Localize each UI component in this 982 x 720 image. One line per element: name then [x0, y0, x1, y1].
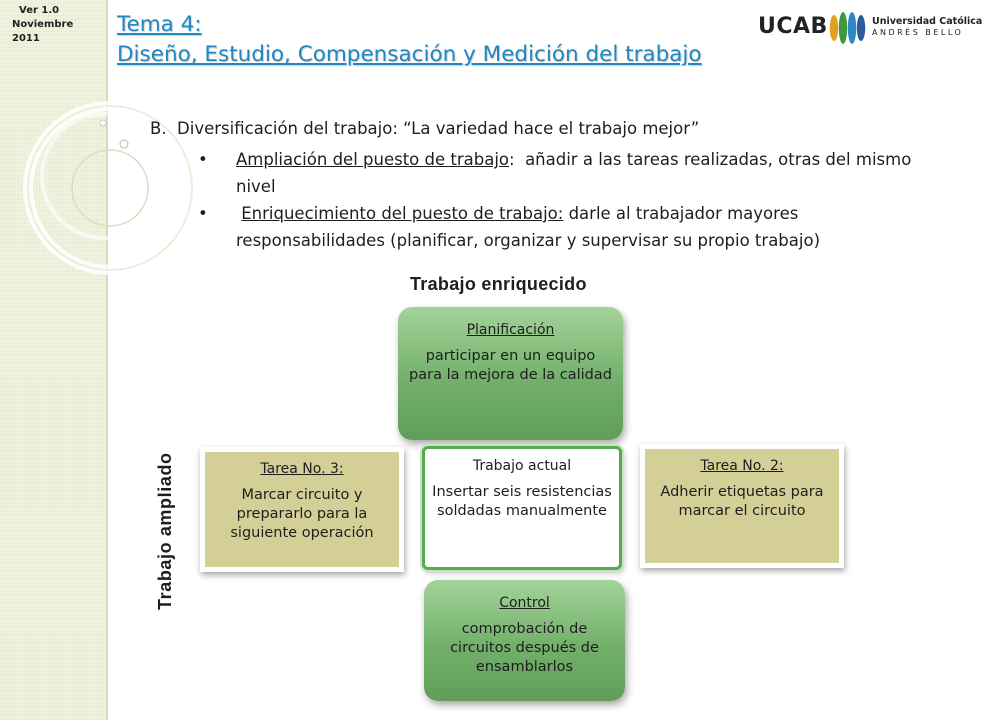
logo-name-line1: Universidad Católica — [872, 16, 982, 27]
slide-title — [117, 10, 702, 70]
bullet-term: Enriquecimiento del puesto de trabajo: — [241, 204, 564, 223]
box-heading: Control — [499, 595, 550, 611]
version-number: Ver 1.0 — [19, 5, 60, 16]
logo-acronym: UCAB — [758, 14, 828, 39]
ucab-logo — [758, 8, 982, 48]
box-body: Adherir etiquetas para marcar el circuito — [660, 484, 824, 519]
box-heading: Trabajo actual — [472, 458, 572, 474]
section-heading: B. Diversificación del trabajo: “La variedad hace el trabajo mejor” — [150, 119, 700, 138]
version-year: 2011 — [12, 33, 40, 44]
box-heading: Tarea No. 3: — [260, 461, 344, 477]
bullet-item-enriquecimiento — [198, 200, 918, 254]
box-tarea-3 — [200, 447, 404, 572]
logo-name-line2: ANDRÉS BELLO — [872, 28, 964, 37]
box-trabajo-actual — [422, 446, 622, 570]
logo-mark-icon — [828, 8, 870, 48]
title-line-1: Tema 4: — [117, 12, 202, 37]
box-tarea-2 — [640, 444, 844, 568]
version-label — [10, 4, 100, 46]
logo-name — [872, 16, 982, 37]
bullet-item-ampliacion — [198, 146, 918, 200]
box-tarea-3-fill — [205, 452, 399, 567]
box-body: Marcar circuito y prepararlo para la siguiente operación — [230, 487, 374, 541]
bullet-text: darle al trabajador mayores responsabilidades (planificar, organizar y supervisar su propio trabajo) — [236, 204, 821, 250]
axis-label-enriched: Trabajo enriquecido — [410, 274, 587, 294]
axis-label-expanded: Trabajo ampliado — [155, 452, 175, 610]
title-line-2: Diseño, Estudio, Compensación y Medición del trabajo — [117, 42, 702, 67]
bullet-text: añadir a las tareas realizadas, otras del mismo nivel — [236, 150, 917, 196]
bullet-term: Ampliación del puesto de trabajo — [236, 150, 510, 169]
bullet-list — [198, 146, 918, 254]
box-control — [424, 580, 625, 701]
bullet-separator: : — [509, 150, 515, 169]
box-planificacion — [398, 307, 623, 440]
box-body: participar en un equipo para la mejora de la calidad — [409, 348, 612, 383]
box-body: comprobación de circuitos después de ensamblarlos — [450, 621, 599, 675]
version-month: Noviembre — [12, 19, 74, 30]
bullet-dot: • — [198, 204, 208, 223]
box-tarea-2-fill — [645, 449, 839, 563]
bullet-dot: • — [198, 150, 208, 169]
box-body: Insertar seis resistencias soldadas manualmente — [432, 484, 612, 519]
box-heading: Tarea No. 2: — [700, 458, 784, 474]
box-heading: Planificación — [466, 322, 555, 338]
